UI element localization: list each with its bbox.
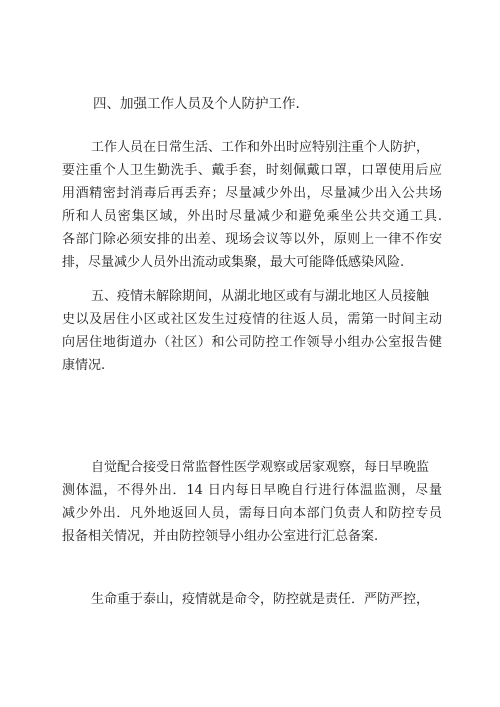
paragraph-line: 自觉配合接受日常监督性医学观察或居家观察，每日早晚监 bbox=[91, 460, 430, 475]
paragraph-line: 所和人员密集区域，外出时尽量减少和避免乘坐公共交通工具. bbox=[62, 209, 442, 224]
paragraph-line: 史以及居住小区或社区发生过疫情的往返人员，需第一时间主动 bbox=[62, 312, 442, 327]
paragraph-line: 五、疫情未解除期间，从湖北地区或有与湖北地区人员接触 bbox=[91, 289, 430, 304]
section-heading: 四、加强工作人员及个人防护工作. bbox=[93, 96, 300, 112]
paragraph-line: 要注重个人卫生勤洗手、戴手套，时刻佩戴口罩，口罩使用后应 bbox=[62, 163, 442, 178]
paragraph-line: 用酒精密封消毒后再丢弃；尽量减少外出，尽量减少出入公共场 bbox=[62, 186, 442, 201]
paragraph-closing bbox=[62, 588, 442, 611]
paragraph-section-five bbox=[62, 285, 442, 377]
paragraph-line: 报备相关情况，并由防控领导小组办公室进行汇总备案. bbox=[62, 529, 379, 544]
paragraph-line: 工作人员在日常生活、工作和外出时应特别注重个人防护， bbox=[91, 140, 430, 155]
paragraph-line: 减少外出．凡外地返回人员，需每日向本部门负责人和防控专员 bbox=[62, 506, 442, 521]
paragraph-line: 测体温，不得外出．14 日内每日早晚自行进行体温监测，尽量 bbox=[62, 483, 442, 498]
paragraph-line: 排，尽量减少人员外出流动或集聚，最大可能降低感染风险. bbox=[62, 255, 405, 270]
paragraph-line: 向居住地街道办（社区）和公司防控工作领导小组办公室报告健 bbox=[62, 335, 442, 350]
paragraph-line: 各部门除必须安排的出差、现场会议等以外，原则上一律不作安 bbox=[62, 232, 442, 247]
paragraph-medical-observation bbox=[62, 456, 442, 548]
paragraph-personal-protection bbox=[62, 136, 442, 274]
paragraph-line: 康情况. bbox=[62, 358, 106, 373]
paragraph-line: 生命重于泰山，疫情就是命令，防控就是责任．严防严控， bbox=[91, 592, 430, 607]
